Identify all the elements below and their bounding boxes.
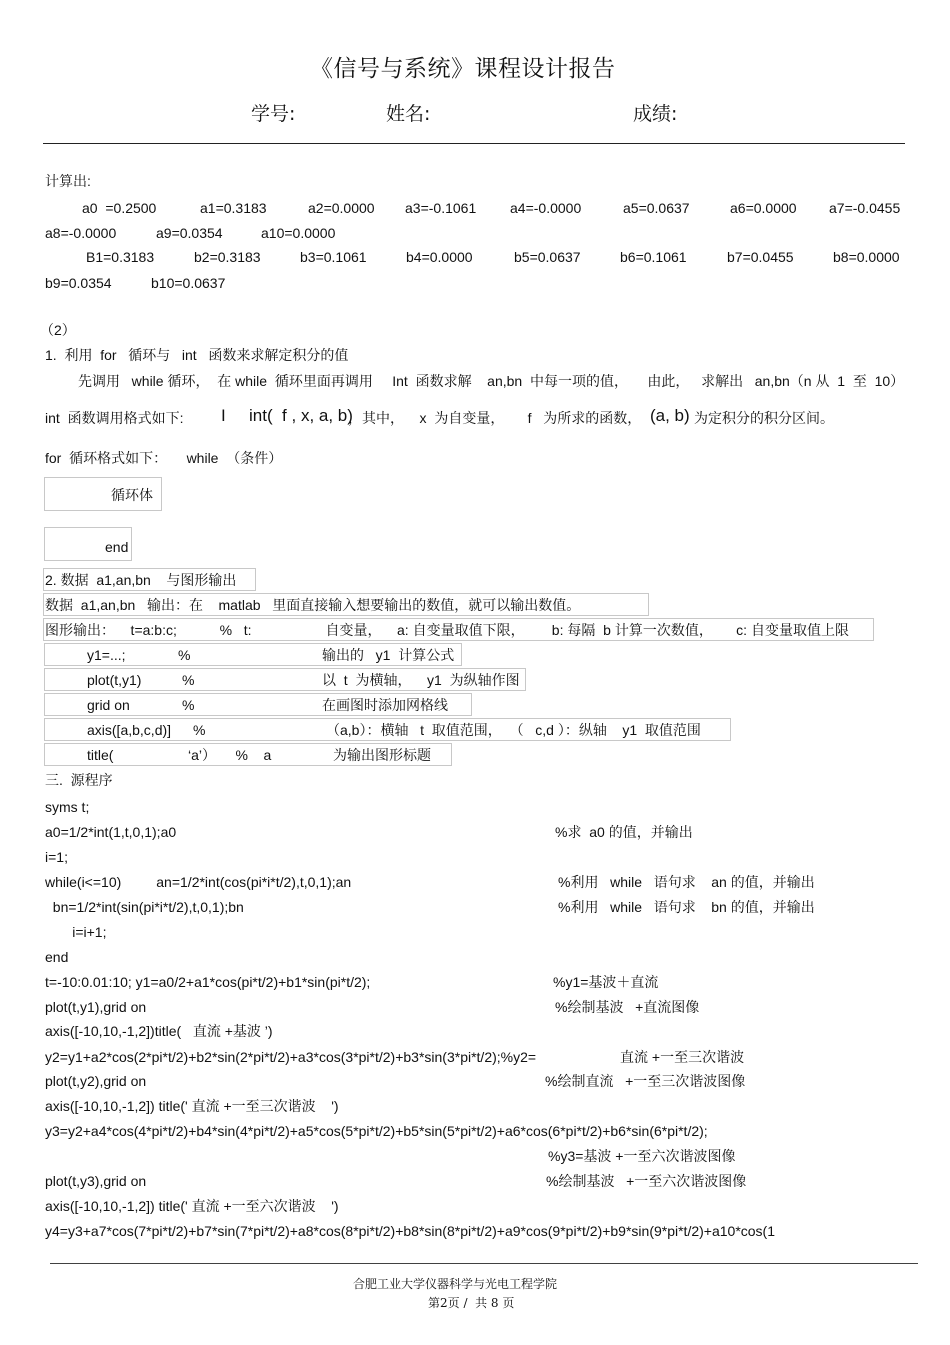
int-format-tail: 为定积分的积分区间。 [694,410,834,426]
code-comment-8: %y1=基波＋直流 [553,974,659,990]
code-line-6: i=i+1; [45,924,107,940]
code-line-12: plot(t,y2),grid on [45,1073,147,1089]
coef-a8: a8=-0.0000 [45,225,117,241]
row-code-5: title( [87,747,114,763]
section-3-heading: 三. 源程序 [45,772,113,788]
code-line-5: bn=1/2*int(sin(pi*i*t/2),t,0,1);bn [45,899,244,915]
code-comment-2: %求 a0 的值，并输出 [555,824,693,840]
output-data: 数据 a1,an,bn 输出：在 matlab 里面直接输入想要输出的数值，就可以输出数值。 [45,597,581,613]
row-desc-5: 为输出图形标题 [333,747,431,763]
name-label: 姓名: [386,103,431,125]
row-pct-5: ‘a’） % a [188,747,272,763]
code-line-17: axis([-10,10,-1,2]) title(' 直流 +一至六次谐波 ') [45,1198,339,1214]
coef-a1: a1=0.3183 [200,200,267,216]
row-pct-2: % [182,672,195,688]
coef-a5: a5=0.0637 [623,200,690,216]
row-code-2: plot(t,y1) [87,672,142,688]
int-format-i: I [221,406,226,425]
int-format-desc: ，其中， x 为自变量， f 为所求的函数， [348,410,642,426]
row-desc-4: （a,b）：横轴 t 取值范围， （ c,d ）：纵轴 y1 取值范围 [326,722,701,738]
code-comment-5: %利用 while 语句求 bn 的值，并输出 [558,899,815,915]
code-comment-15: %y3=基波 +一至六次谐波图像 [548,1148,736,1164]
code-line-11: y2=y1+a2*cos(2*pi*t/2)+b2*sin(2*pi*t/2)+a3*cos(3*pi*t/2)+b3*sin(3*pi*t/2);%y2= [45,1049,537,1065]
coef-a2: a2=0.0000 [308,200,375,216]
coef-a10: a10=0.0000 [261,225,336,241]
footer-page-number: 第2页 / 共 8 页 [428,1296,515,1310]
row-desc-2: 以 t 为横轴， y1 为纵轴作图 [322,672,520,688]
row-pct-4: % [193,722,206,738]
section-2-number: （2） [40,322,76,338]
coef-b10: b10=0.0637 [151,275,226,291]
header-rule [43,143,905,144]
coef-b7: b7=0.0455 [727,249,794,265]
row-pct-1: % [178,647,191,663]
coef-b8: b8=0.0000 [833,249,900,265]
code-line-9: plot(t,y1),grid on [45,999,147,1015]
code-line-14: y3=y2+a4*cos(4*pi*t/2)+b4*sin(4*pi*t/2)+a5*cos(5*pi*t/2)+b5*sin(5*pi*t/2)+a6*cos(6*pi*t/2)+b6*sin(6*pi*t/2); [45,1123,708,1139]
output-graph: 图形输出： t=a:b:c; % t: 自变量， a: 自变量取值下限， b: 每隔 b 计算一次数值， c: 自变量取值上限 [45,622,849,638]
code-line-4: while(i<=10) an=1/2*int(cos(pi*i*t/2),t,0,1);an [45,874,352,890]
coef-b3: b3=0.1061 [300,249,367,265]
code-line-13: axis([-10,10,-1,2]) title(' 直流 +一至三次谐波 ') [45,1098,339,1114]
loop-format: for 循环格式如下： while （条件） [45,450,283,466]
code-comment-4: %利用 while 语句求 an 的值，并输出 [558,874,815,890]
int-format-call: int( f , x, a, b) [249,406,353,425]
footer-school: 合肥工业大学仪器科学与光电工程学院 [353,1277,558,1291]
code-comment-16: %绘制基波 +一至六次谐波图像 [546,1173,747,1189]
coef-b5: b5=0.0637 [514,249,581,265]
row-code-1: y1=...; [87,647,126,663]
row-pct-3: % [182,697,195,713]
code-line-18: y4=y3+a7*cos(7*pi*t/2)+b7*sin(7*pi*t/2)+a8*cos(8*pi*t/2)+b8*sin(8*pi*t/2)+a9*cos(9*pi*t/2)+b9*sin(9*pi*t/2)+a10*cos(1 [45,1223,776,1239]
coef-a7: a7=-0.0455 [829,200,901,216]
calc-label: 计算出: [45,173,91,189]
code-comment-9: %绘制基波 +直流图像 [555,999,700,1015]
row-desc-3: 在画图时添加网格线 [322,697,448,713]
code-line-8: t=-10:0.01:10; y1=a0/2+a1*cos(pi*t/2)+b1*sin(pi*t/2); [45,974,371,990]
row-code-3: grid on [87,697,130,713]
row-desc-1: 输出的 y1 计算公式 [322,647,455,663]
code-comment-11: 直流 +一至三次谐波 [620,1049,745,1065]
coef-a3: a3=-0.1061 [405,200,477,216]
loop-body: 循环体 [111,487,153,503]
loop-end: end [105,539,129,555]
coef-b4: b4=0.0000 [406,249,473,265]
output-heading: 2. 数据 a1,an,bn 与图形输出 [45,572,237,588]
para-method: 1. 利用 for 循环与 int 函数来求解定积分的值 [45,347,349,363]
score-label: 成绩: [633,103,678,125]
code-line-3: i=1; [45,849,68,865]
coef-b2: b2=0.3183 [194,249,261,265]
coef-b9: b9=0.0354 [45,275,112,291]
code-line-10: axis([-10,10,-1,2])title( 直流 +基波 ’) [45,1023,273,1039]
coef-a4: a4=-0.0000 [510,200,582,216]
para-while: 先调用 while 循环， 在 while 循环里面再调用 Int 函数求解 an,bn 中每一项的值， 由此， 求解出 an,bn（n 从 1 至 10） [78,373,905,389]
row-code-4: axis([a,b,c,d)] [87,722,172,738]
int-format-interval: (a, b) [650,406,690,425]
footer-separator: —————————————————————————————————————————————————————————————— [50,1254,918,1270]
code-line-2: a0=1/2*int(1,t,0,1);a0 [45,824,177,840]
code-comment-12: %绘制直流 +一至三次谐波图像 [545,1073,746,1089]
coef-b1: B1=0.3183 [86,249,155,265]
coef-a6: a6=0.0000 [730,200,797,216]
code-line-16: plot(t,y3),grid on [45,1173,147,1189]
coef-a9: a9=0.0354 [156,225,223,241]
coef-b6: b6=0.1061 [620,249,687,265]
int-format-label: int 函数调用格式如下: [45,410,184,426]
code-line-1: syms t; [45,799,90,815]
report-title: 《信号与系统》课程设计报告 [310,56,616,82]
student-id-label: 学号: [251,103,296,125]
code-line-7: end [45,949,69,965]
coef-a0: a0 =0.2500 [82,200,157,216]
